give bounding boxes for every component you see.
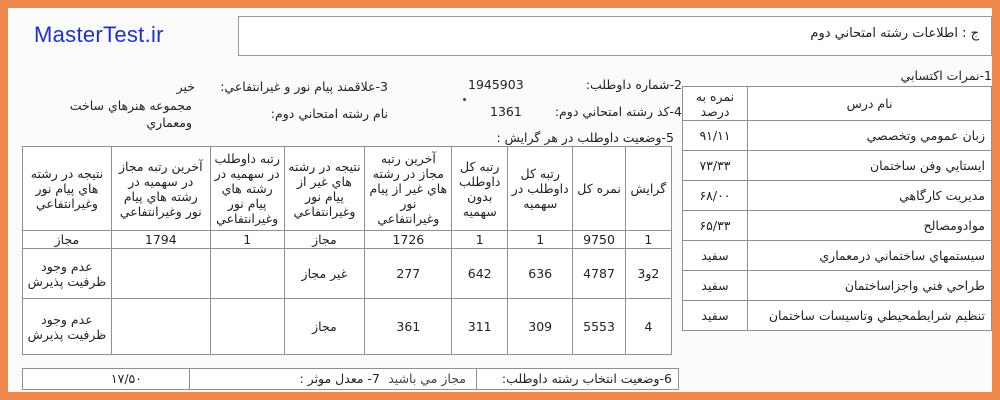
other-last-rank-cell: 361 xyxy=(365,299,452,355)
orientation-cell: 1 xyxy=(625,231,671,249)
exam-name-value-line1: مجموعه هنرهاي ساخت xyxy=(69,98,192,113)
pnu-result-cell: مجاز xyxy=(23,231,112,249)
course-name-cell: ايستايي وفن ساختمان xyxy=(748,151,992,181)
average-label: 7- معدل موثر : xyxy=(299,371,380,386)
pnu-last-rank-cell xyxy=(111,249,210,299)
total-score-cell: 4787 xyxy=(573,249,625,299)
course-name-cell: طراحي فني واجزاساختمان xyxy=(748,271,992,301)
total-score-cell: 9750 xyxy=(573,231,625,249)
table-row xyxy=(683,181,992,211)
dot-mark xyxy=(463,98,466,101)
divider xyxy=(476,369,477,389)
course-name-cell: زبان عمومي وتخصصي xyxy=(748,121,992,151)
applicant-number-label: 2-شماره داوطلب: xyxy=(585,77,682,92)
rank-no-quota-cell: 311 xyxy=(452,299,508,355)
other-last-rank-cell: 277 xyxy=(365,249,452,299)
grades-section-title: 1-نمرات اكتسابي xyxy=(900,68,992,83)
exam-name-label: نام رشته امتحاني دوم: xyxy=(270,106,388,121)
status-header-pnu-last-rank: آخرين رتبه مجاز در سهميه در رشته هاي پيام نور وغيرانتفاعي xyxy=(111,147,210,231)
table-row xyxy=(683,121,992,151)
pnu-result-cell: عدم وجود ظرفيت پذيرش xyxy=(23,249,112,299)
selection-status-label: 6-وضعيت انتخاب رشته داوطلب: xyxy=(501,371,672,386)
other-result-cell: غير مجاز xyxy=(284,249,365,299)
table-row xyxy=(23,231,672,249)
grade-cell: ۹۱/۱۱ xyxy=(683,121,748,151)
course-name-cell: تنظيم شرايطمحيطي وتاسيسات ساختمان xyxy=(748,301,992,331)
table-row xyxy=(683,271,992,301)
pnu-last-rank-cell xyxy=(111,299,210,355)
other-result-cell: مجاز xyxy=(284,299,365,355)
pnu-last-rank-cell: 1794 xyxy=(111,231,210,249)
status-header-total-score: نمره كل xyxy=(573,147,625,231)
rank-quota-cell: 1 xyxy=(507,231,572,249)
brand-watermark: MasterTest.ir xyxy=(34,22,164,47)
title-box xyxy=(238,16,992,56)
exam-code-value: 1361 xyxy=(490,104,522,119)
grade-cell: سفيد xyxy=(683,271,748,301)
average-value: ۱۷/۵۰ xyxy=(110,371,142,386)
table-row xyxy=(683,211,992,241)
grade-cell: ۷۳/۳۳ xyxy=(683,151,748,181)
table-row xyxy=(23,249,672,299)
rank-quota-cell: 309 xyxy=(507,299,572,355)
table-row xyxy=(23,299,672,355)
course-name-cell: مديريت كارگاهي xyxy=(748,181,992,211)
grade-cell: ۶۸/۰۰ xyxy=(683,181,748,211)
rank-no-quota-cell: 1 xyxy=(452,231,508,249)
summary-strip xyxy=(22,368,679,390)
table-row xyxy=(683,241,992,271)
grades-header-grade: نمره به درصد xyxy=(683,87,748,121)
status-table xyxy=(22,146,672,355)
status-header-rank-no-quota: رتبه كل داوطلب بدون سهميه xyxy=(452,147,508,231)
grade-cell: ۶۵/۳۳ xyxy=(683,211,748,241)
course-name-cell: سيستمهاي ساختماني درمعماري xyxy=(748,241,992,271)
page-title: ج : اطلاعات رشته امتحاني دوم xyxy=(810,26,979,41)
status-header-orientation: گرايش xyxy=(625,147,671,231)
exam-code-label: 4-كد رشته امتحاني دوم: xyxy=(554,104,682,119)
status-header-other-last-rank: آخرين رتبه مجاز در رشته هاي غير از پيام نور وغيرانتفاعي xyxy=(365,147,452,231)
pnu-rank-cell xyxy=(210,299,284,355)
table-row xyxy=(683,151,992,181)
orientation-cell: 2و3 xyxy=(625,249,671,299)
course-name-cell: موادومصالح xyxy=(748,211,992,241)
pnu-result-cell: عدم وجود ظرفيت پذيرش xyxy=(23,299,112,355)
status-section-title: 5-وضعيت داوطلب در هر گرايش : xyxy=(496,130,674,145)
interest-label: 3-علاقمند پيام نور و غيرانتفاعي: xyxy=(220,79,388,94)
table-row xyxy=(683,301,992,331)
pnu-rank-cell: 1 xyxy=(210,231,284,249)
other-result-cell: مجاز xyxy=(284,231,365,249)
selection-status-value: مجاز مي باشيد xyxy=(388,371,466,386)
status-header-other-result: نتيجه در رشته هاي غير از پيام نور وغيرانتفاعي xyxy=(284,147,365,231)
interest-value: خير xyxy=(176,79,195,94)
rank-quota-cell: 636 xyxy=(507,249,572,299)
status-header-pnu-rank: رتبه داوطلب در سهميه در رشته هاي پيام نور وغيرانتفاعي xyxy=(210,147,284,231)
orientation-cell: 4 xyxy=(625,299,671,355)
status-header-pnu-result: نتيجه در رشته هاي پيام نور وغيرانتفاعي xyxy=(23,147,112,231)
other-last-rank-cell: 1726 xyxy=(365,231,452,249)
exam-name-value-line2: ومعماري xyxy=(146,115,192,130)
rank-no-quota-cell: 642 xyxy=(452,249,508,299)
status-header-rank-quota: رتبه كل داوطلب در سهميه xyxy=(507,147,572,231)
grades-header-name: نام درس xyxy=(748,87,992,121)
total-score-cell: 5553 xyxy=(573,299,625,355)
grade-cell: سفيد xyxy=(683,301,748,331)
grade-cell: سفيد xyxy=(683,241,748,271)
grades-table xyxy=(682,86,992,331)
applicant-number-value: 1945903 xyxy=(468,77,524,92)
pnu-rank-cell xyxy=(210,249,284,299)
divider xyxy=(189,369,190,389)
